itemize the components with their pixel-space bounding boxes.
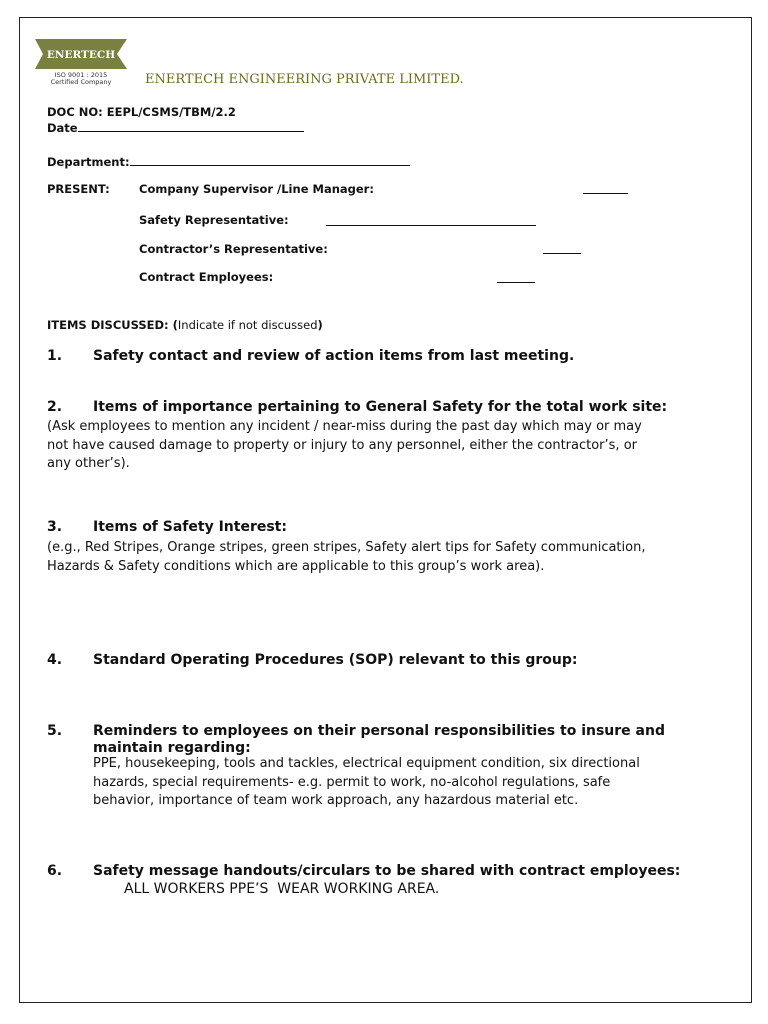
logo-iso-text: ISO 9001 : 2015	[54, 71, 108, 79]
present-role-safety-rep: Safety Representative:	[139, 213, 289, 227]
items-discussed	[47, 318, 323, 332]
section-4-number: 4.	[47, 652, 63, 668]
section-1	[47, 348, 747, 368]
enertech-logo	[33, 36, 133, 86]
section-6-title: Safety message handouts/circulars to be shared with contract employees:	[93, 863, 681, 879]
present-role-contractor-rep: Contractor’s Representative:	[139, 242, 328, 256]
items-discussed-label: ITEMS DISCUSSED: (	[47, 318, 178, 332]
section-1-title: Safety contact and review of action items from last meeting.	[93, 348, 575, 364]
section-5-title-line: maintain regarding:	[93, 740, 251, 756]
section-1-number: 1.	[47, 348, 63, 364]
supervisor-line[interactable]	[583, 193, 628, 194]
section-5-number: 5.	[47, 723, 63, 739]
date-line	[78, 119, 304, 132]
section-3-body-line: Hazards & Safety conditions which are applicable to this group’s work area).	[47, 558, 545, 574]
present-label: PRESENT:	[47, 182, 110, 196]
section-2	[47, 399, 747, 419]
section-5-body-line: hazards, special requirements- e.g. permit to work, no-alcohol regulations, safe	[93, 774, 611, 790]
section-2-body	[47, 418, 642, 474]
section-4	[47, 652, 747, 672]
date-field[interactable]	[47, 119, 304, 135]
section-5-body-line: PPE, housekeeping, tools and tackles, electrical equipment condition, six directional	[93, 756, 640, 771]
section-3-body	[47, 539, 645, 576]
section-6-message: ALL WORKERS PPE’S WEAR WORKING AREA.	[124, 881, 440, 897]
present-role-supervisor: Company Supervisor /Line Manager:	[139, 182, 374, 196]
section-6	[47, 863, 747, 883]
section-6-number: 6.	[47, 863, 63, 879]
section-5-title-line: Reminders to employees on their personal responsibilities to insure and	[93, 723, 665, 739]
section-5-body-line: behavior, importance of team work approach, any hazardous material etc.	[93, 793, 579, 808]
section-3-number: 3.	[47, 519, 63, 535]
section-2-title: Items of importance pertaining to General Safety for the total work site:	[93, 399, 668, 415]
section-2-number: 2.	[47, 399, 63, 415]
section-3-title: Items of Safety Interest:	[93, 519, 287, 535]
company-name: ENERTECH ENGINEERING PRIVATE LIMITED.	[145, 72, 464, 87]
logo-brand-text: ENERTECH	[46, 49, 116, 61]
contract-employees-line[interactable]	[497, 282, 535, 283]
section-5-body	[93, 755, 640, 811]
section-2-body-line: any other’s).	[47, 456, 130, 471]
department-line	[130, 153, 410, 166]
section-3-body-line: (e.g., Red Stripes, Orange stripes, green stripes, Safety alert tips for Safety communication,	[47, 540, 646, 555]
items-discussed-note: Indicate if not discussed	[177, 318, 318, 332]
department-label: Department:	[47, 155, 130, 169]
safety-rep-line[interactable]	[326, 225, 536, 226]
section-2-body-line: not have caused damage to property or injury to any personnel, either the contractor’s, or	[47, 437, 637, 453]
section-3	[47, 519, 747, 539]
items-discussed-close: )	[317, 318, 323, 332]
date-label: Date	[47, 121, 78, 135]
logo-certified-text: Certified Company	[50, 78, 112, 86]
section-2-body-line: (Ask employees to mention any incident / near-miss during the past day which may or may	[47, 419, 642, 434]
section-4-title: Standard Operating Procedures (SOP) relevant to this group:	[93, 652, 578, 668]
department-field[interactable]	[47, 153, 410, 169]
present-role-contract-employees: Contract Employees:	[139, 270, 274, 284]
doc-number: DOC NO: EEPL/CSMS/TBM/2.2	[47, 105, 236, 119]
contractor-rep-line[interactable]	[543, 253, 581, 254]
